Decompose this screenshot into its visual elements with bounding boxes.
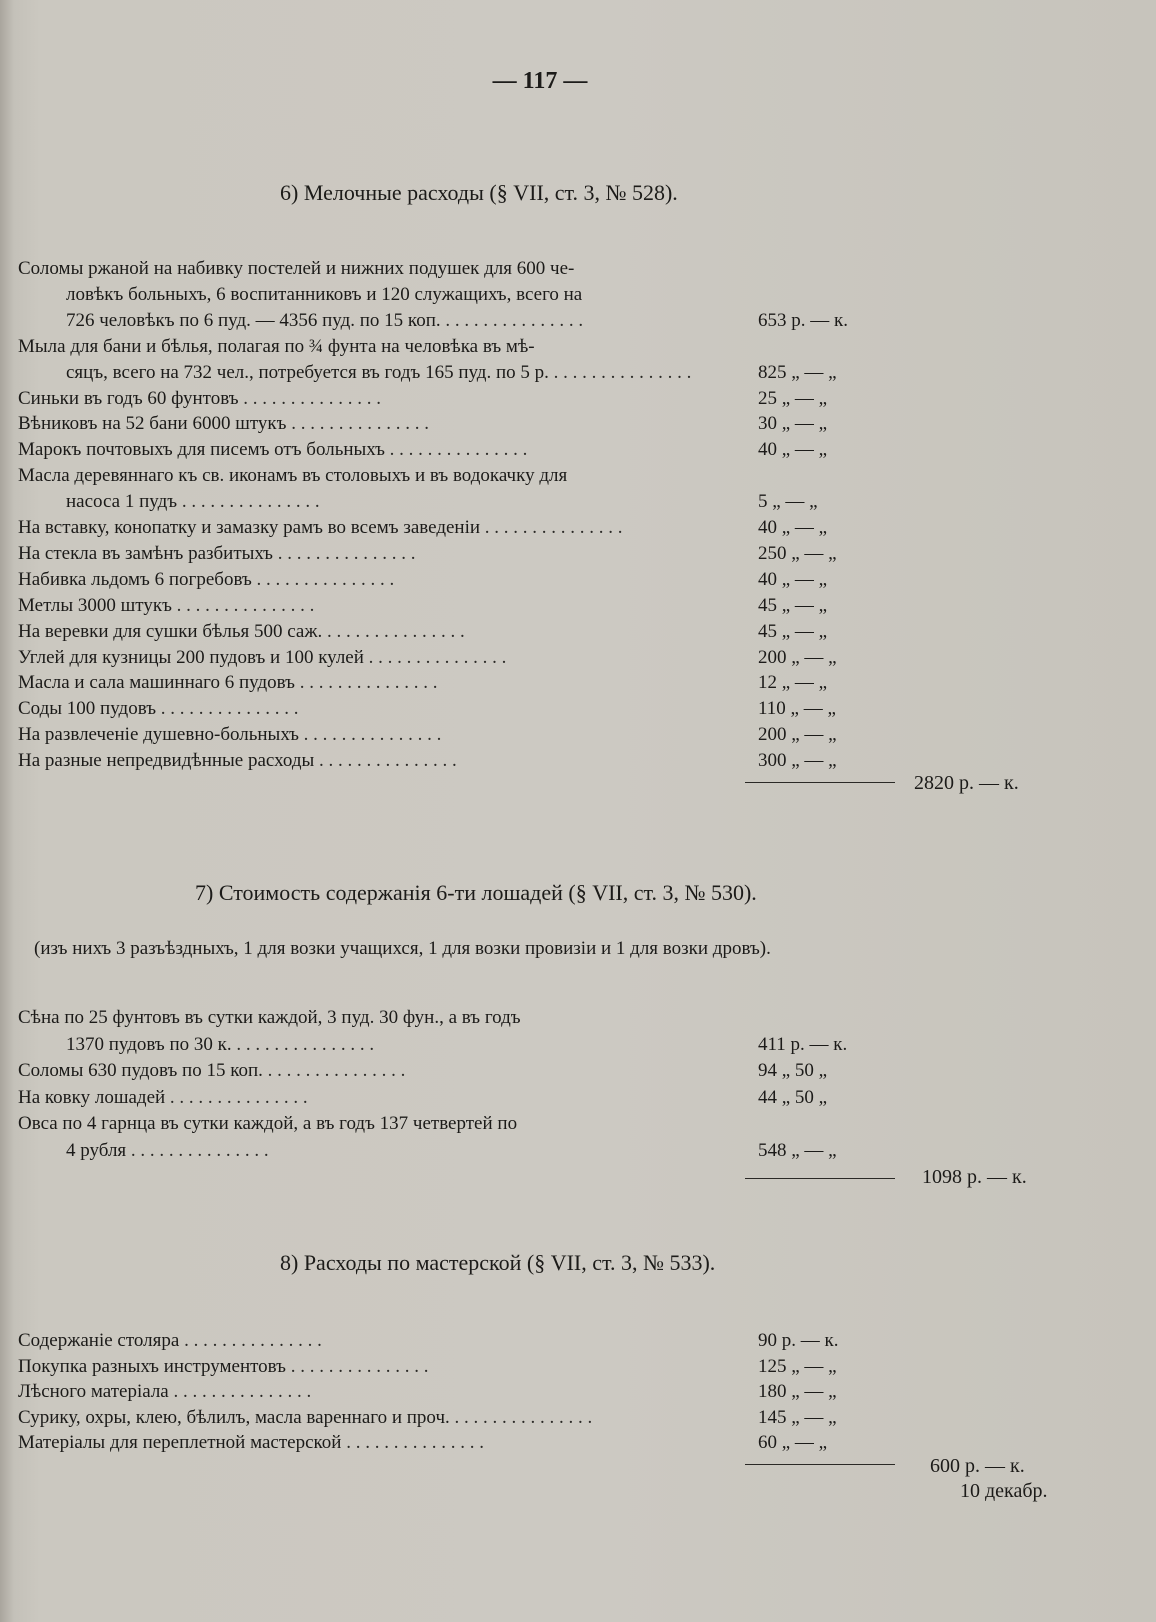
ledger-row-label: Соломы 630 пудовъ по 15 коп. [18, 1060, 263, 1081]
leader-dots: . . . . . . . . . . . . . . . [286, 413, 429, 435]
ledger-row-label: Лѣсного матеріала [18, 1381, 169, 1402]
leader-dots: . . . . . . . . . . . . . . . [168, 1381, 312, 1402]
ledger-row-label: Содержаніе столяра [18, 1330, 180, 1351]
leader-dots: . . . . . . . . . . . . . . . [262, 1060, 406, 1081]
ledger-row-label: Масла деревяннаго къ св. иконамъ въ столовыхъ и въ водокачку для [18, 465, 568, 487]
section7-total: 1098 р. — к. [922, 1166, 1027, 1188]
ledger-row-text [18, 748, 738, 774]
ledger-row-amount: 45 „ — „ [758, 620, 828, 642]
footer-date: 10 декабр. [960, 1480, 1048, 1502]
ledger-row-amount: 12 „ — „ [758, 672, 828, 694]
section6-total: 2820 р. — к. [914, 772, 1019, 794]
ledger-row-amount: 110 „ — „ [758, 698, 836, 720]
ledger-row-label: Овса по 4 гарнца въ сутки каждой, а въ годъ 137 четвертей по [18, 1113, 518, 1134]
ledger-row-label: 1370 пудовъ по 30 к. [66, 1033, 232, 1055]
ledger-row-label: насоса 1 пудъ [66, 491, 178, 513]
ledger-row-amount: 94 „ 50 „ [758, 1060, 828, 1081]
ledger-row-text [66, 1138, 738, 1164]
ledger-row-amount: 40 „ — „ [758, 439, 828, 461]
ledger-row-text [18, 1111, 738, 1137]
ledger-row-label: Синьки въ годъ 60 фунтовъ [18, 387, 239, 409]
ledger-row-amount: 145 „ — „ [758, 1406, 837, 1428]
section8-total-rule [745, 1464, 895, 1465]
ledger-row-amount: 125 „ — „ [758, 1355, 837, 1377]
ledger-row-text [18, 1328, 738, 1354]
ledger-row-text [18, 567, 738, 593]
ledger-row-amount: 180 „ — „ [758, 1381, 837, 1402]
ledger-row-label: Метлы 3000 штукъ [18, 594, 172, 616]
leader-dots: . . . . . . . . . . . . . . . [273, 542, 416, 564]
section7-total-rule [745, 1178, 895, 1179]
leader-dots: . . . . . . . . . . . . . . . [298, 724, 442, 746]
leader-dots: . . . . . . . . . . . . . . . [179, 1330, 322, 1351]
ledger-row-amount: 200 „ — „ [758, 724, 837, 746]
ledger-row-text [66, 282, 738, 308]
section6-title: 6) Мелочные расходы (§ VII, ст. 3, № 528). [280, 180, 678, 205]
section8-total: 600 р. — к. [930, 1455, 1025, 1477]
ledger-row-amount: 40 „ — „ [758, 517, 828, 538]
ledger-row-text [18, 437, 738, 463]
ledger-row-label: На ковку лошадей [18, 1086, 166, 1108]
page-number: — 117 — [492, 68, 588, 94]
ledger-row-label: На стекла въ замѣнъ разбитыхъ [18, 542, 274, 564]
leader-dots: . . . . . . . . . . . . . . . [548, 361, 692, 383]
ledger-row-label: Мыла для бани и бѣлья, полагая по ¾ фунта на человѣка въ мѣ- [18, 335, 535, 357]
ledger-row-label: Углей для кузницы 200 пудовъ и 100 кулей [18, 646, 364, 668]
leader-dots: . . . . . . . . . . . . . . . [177, 491, 320, 513]
ledger-row-text [18, 1405, 738, 1431]
ledger-row-text [18, 515, 738, 541]
leader-dots: . . . . . . . . . . . . . . . [440, 309, 584, 331]
ledger-row-label: На разные непредвидѣнные расходы [18, 750, 315, 772]
leader-dots: . . . . . . . . . . . . . . . [294, 672, 438, 694]
ledger-row-text [18, 463, 738, 489]
leader-dots: . . . . . . . . . . . . . . . [322, 620, 465, 642]
leader-dots: . . . . . . . . . . . . . . . [251, 568, 395, 590]
ledger-row-text [66, 489, 738, 515]
leader-dots: . . . . . . . . . . . . . . . [171, 594, 315, 616]
ledger-row-text [18, 1379, 738, 1405]
ledger-row-amount: 60 „ — „ [758, 1432, 828, 1453]
section6-total-rule [745, 782, 895, 783]
ledger-row-text [66, 1032, 738, 1058]
ledger-row-amount: 548 „ — „ [758, 1139, 837, 1161]
ledger-row-amount: 300 „ — „ [758, 750, 837, 772]
ledger-row-label: Сѣна по 25 фунтовъ въ сутки каждой, 3 пуд. 30 фун., а въ годъ [18, 1007, 521, 1028]
ledger-row-text [18, 1354, 738, 1380]
ledger-row-text [18, 670, 738, 696]
ledger-row-amount: 44 „ 50 „ [758, 1086, 828, 1108]
ledger-row-text [18, 411, 738, 437]
leader-dots: . . . . . . . . . . . . . . . [384, 439, 528, 461]
ledger-row-text [66, 360, 738, 386]
section7-note: (изъ нихъ 3 разъѣздныхъ, 1 для возки учащихся, 1 для возки провизіи и 1 для возки дровъ). [34, 938, 771, 959]
section7-title: 7) Стоимость содержанія 6-ти лошадей (§ VII, ст. 3, № 530). [195, 880, 757, 905]
ledger-row-text [18, 1085, 738, 1111]
ledger-row-label: Матеріалы для переплетной мастерской [18, 1432, 342, 1453]
ledger-row-text [18, 1005, 738, 1031]
ledger-row-amount: 250 „ — „ [758, 542, 837, 564]
leader-dots: . . . . . . . . . . . . . . . [231, 1033, 375, 1055]
ledger-row-label: ловѣкъ больныхъ, 6 воспитанниковъ и 120 служащихъ, всего на [66, 283, 583, 305]
ledger-row-amount: 45 „ — „ [758, 594, 828, 616]
ledger-row-amount: 200 „ — „ [758, 646, 837, 668]
leader-dots: . . . . . . . . . . . . . . . [314, 750, 457, 772]
ledger-row-amount: 825 „ — „ [758, 361, 837, 383]
ledger-row-amount: 653 р. — к. [758, 309, 848, 331]
leader-dots: . . . . . . . . . . . . . . . [165, 1086, 308, 1108]
leader-dots: . . . . . . . . . . . . . . . [126, 1139, 269, 1161]
ledger-row-text [66, 308, 738, 334]
ledger-row-label: Соломы ржаной на набивку постелей и нижних подушек для 600 че- [18, 258, 575, 279]
ledger-row-amount: 30 „ — „ [758, 413, 828, 435]
ledger-row-label: Соды 100 пудовъ [18, 698, 157, 720]
ledger-row-text [18, 1058, 738, 1084]
ledger-row-label: 726 человѣкъ по 6 пуд. — 4356 пуд. по 15 коп. [66, 309, 441, 331]
ledger-row-label: Покупка разныхъ инструментовъ [18, 1355, 287, 1377]
ledger-row-amount: 25 „ — „ [758, 387, 828, 409]
ledger-row-label: Марокъ почтовыхъ для писемъ отъ больныхъ [18, 439, 385, 461]
ledger-row-label: На вставку, конопатку и замазку рамъ во всемъ заведеніи [18, 517, 481, 538]
ledger-row-text [18, 645, 738, 671]
ledger-row-amount: 411 р. — к. [758, 1033, 848, 1055]
ledger-row-text [18, 386, 738, 412]
ledger-row-amount: 90 р. — к. [758, 1330, 839, 1351]
leader-dots: . . . . . . . . . . . . . . . [156, 698, 299, 720]
ledger-row-label: сяцъ, всего на 732 чел., потребуется въ годъ 165 пуд. по 5 р. [66, 361, 549, 383]
leader-dots: . . . . . . . . . . . . . . . [341, 1432, 484, 1453]
leader-dots: . . . . . . . . . . . . . . . [480, 517, 623, 538]
ledger-row-label: На развлеченіе душевно-больныхъ [18, 724, 299, 746]
ledger-row-label: Масла и сала машиннаго 6 пудовъ [18, 672, 295, 694]
leader-dots: . . . . . . . . . . . . . . . [286, 1355, 429, 1377]
ledger-row-amount: 40 „ — „ [758, 568, 828, 590]
ledger-row-label: На веревки для сушки бѣлья 500 саж. [18, 620, 323, 642]
ledger-row-label: 4 рубля [66, 1139, 127, 1161]
ledger-row-text [18, 334, 738, 360]
leader-dots: . . . . . . . . . . . . . . . [238, 387, 382, 409]
ledger-row-text [18, 722, 738, 748]
ledger-row-text [18, 256, 738, 282]
ledger-row-label: Сурику, охры, клею, бѣлилъ, масла вареннаго и проч. [18, 1406, 450, 1428]
ledger-row-text [18, 1430, 738, 1456]
leader-dots: . . . . . . . . . . . . . . . [363, 646, 507, 668]
ledger-row-text [18, 619, 738, 645]
leader-dots: . . . . . . . . . . . . . . . [449, 1406, 593, 1428]
section8-title: 8) Расходы по мастерской (§ VII, ст. 3, № 533). [280, 1250, 716, 1275]
ledger-row-text [18, 593, 738, 619]
ledger-row-label: Вѣниковъ на 52 бани 6000 штукъ [18, 413, 287, 435]
ledger-row-label: Набивка льдомъ 6 погребовъ [18, 568, 252, 590]
ledger-row-text [18, 541, 738, 567]
ledger-row-text [18, 696, 738, 722]
ledger-row-amount: 5 „ — „ [758, 491, 818, 513]
